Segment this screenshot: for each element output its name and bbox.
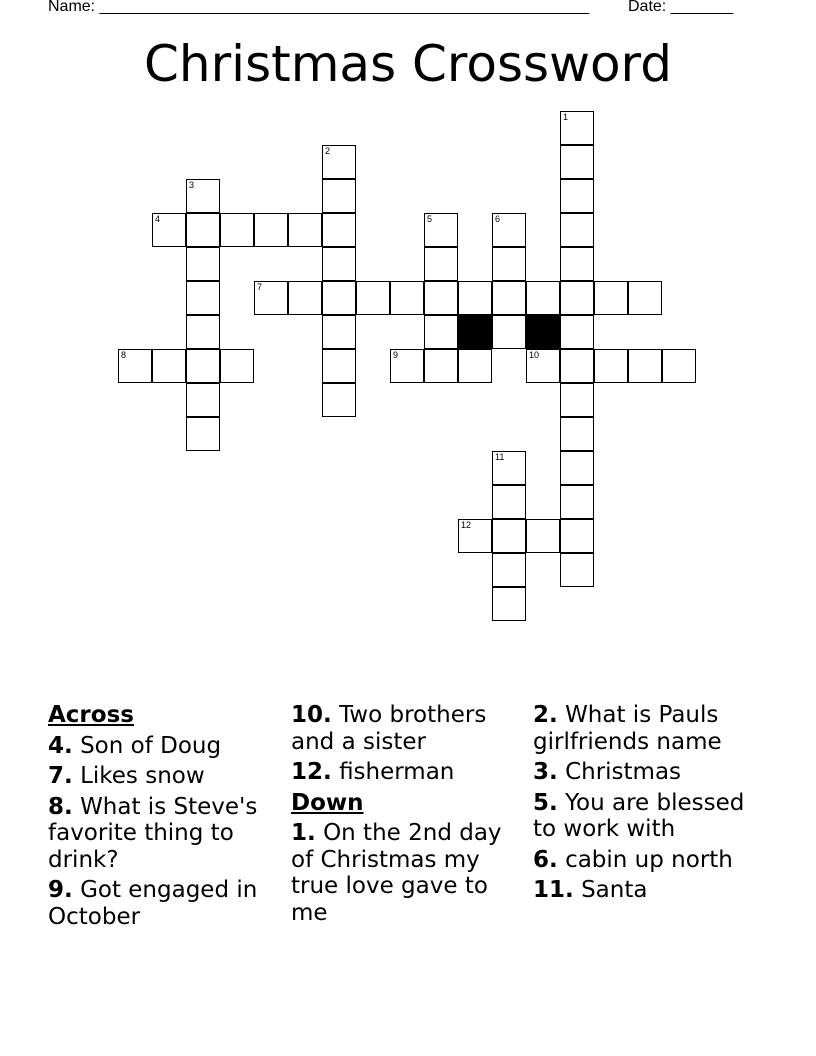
name-line: Name: _______________________________________________________ bbox=[48, 0, 589, 15]
grid-cell[interactable] bbox=[118, 349, 152, 383]
clue-across-4 bbox=[48, 733, 278, 760]
grid-cell[interactable] bbox=[458, 349, 492, 383]
clue-across-7 bbox=[48, 763, 278, 790]
grid-cell[interactable] bbox=[424, 349, 458, 383]
clue-column-2 bbox=[291, 702, 521, 930]
clue-number-label: 12 bbox=[461, 520, 472, 530]
grid-cell[interactable] bbox=[560, 315, 594, 349]
grid-cell[interactable] bbox=[424, 315, 458, 349]
grid-cell[interactable] bbox=[424, 213, 458, 247]
black-cell bbox=[526, 315, 560, 349]
clue-column-3 bbox=[533, 702, 763, 908]
clue-across-8 bbox=[48, 794, 278, 874]
clue-number-label: 3 bbox=[189, 180, 195, 190]
grid-cell[interactable] bbox=[526, 349, 560, 383]
grid-cell[interactable] bbox=[322, 247, 356, 281]
grid-cell[interactable] bbox=[322, 281, 356, 315]
clue-across-9 bbox=[48, 877, 278, 930]
across-heading: Across bbox=[48, 702, 134, 728]
grid-cell[interactable] bbox=[322, 179, 356, 213]
grid-cell[interactable] bbox=[254, 281, 288, 315]
grid-cell[interactable] bbox=[254, 213, 288, 247]
grid-cell[interactable] bbox=[492, 485, 526, 519]
clue-number: 9. bbox=[48, 877, 73, 903]
grid-cell[interactable] bbox=[288, 213, 322, 247]
grid-cell[interactable] bbox=[186, 213, 220, 247]
down-heading: Down bbox=[291, 789, 364, 816]
grid-cell[interactable] bbox=[186, 247, 220, 281]
clue-text: Two brothers and a sister bbox=[291, 702, 487, 755]
clue-text: Christmas bbox=[565, 759, 682, 785]
grid-cell[interactable] bbox=[526, 281, 560, 315]
clue-text: Got engaged in October bbox=[48, 877, 258, 930]
clue-column-1 bbox=[48, 702, 278, 934]
grid-cell[interactable] bbox=[662, 349, 696, 383]
clue-down-1 bbox=[291, 820, 521, 926]
black-cell bbox=[458, 315, 492, 349]
grid-cell[interactable] bbox=[560, 145, 594, 179]
clue-across-12 bbox=[291, 759, 521, 786]
grid-cell[interactable] bbox=[492, 451, 526, 485]
clue-text: Likes snow bbox=[80, 763, 205, 789]
grid-cell[interactable] bbox=[322, 315, 356, 349]
grid-cell[interactable] bbox=[492, 281, 526, 315]
clue-number-label: 5 bbox=[427, 214, 433, 224]
grid-cell[interactable] bbox=[560, 417, 594, 451]
clue-number: 2. bbox=[533, 702, 558, 728]
clue-text: cabin up north bbox=[565, 846, 733, 873]
clue-number: 7. bbox=[48, 763, 73, 789]
clue-number: 4. bbox=[48, 732, 73, 759]
grid-cell[interactable] bbox=[322, 349, 356, 383]
grid-cell[interactable] bbox=[288, 281, 322, 315]
grid-cell[interactable] bbox=[492, 213, 526, 247]
grid-cell[interactable] bbox=[458, 281, 492, 315]
grid-cell[interactable] bbox=[424, 281, 458, 315]
grid-cell[interactable] bbox=[560, 383, 594, 417]
clue-number: 11. bbox=[533, 877, 574, 903]
clue-number: 1. bbox=[291, 820, 316, 846]
grid-cell[interactable] bbox=[628, 281, 662, 315]
clue-number: 12. bbox=[291, 759, 332, 785]
clue-down-5 bbox=[533, 790, 763, 843]
grid-cell[interactable] bbox=[322, 213, 356, 247]
clue-number-label: 8 bbox=[121, 350, 127, 360]
clue-text: What is Pauls girlfriends name bbox=[533, 702, 722, 755]
clue-down-2 bbox=[533, 702, 763, 755]
clue-down-11 bbox=[533, 877, 763, 904]
grid-cell[interactable] bbox=[560, 111, 594, 145]
grid-cell[interactable] bbox=[458, 519, 492, 553]
clue-across-10 bbox=[291, 702, 521, 755]
grid-cell[interactable] bbox=[560, 281, 594, 315]
clue-text: Santa bbox=[581, 877, 648, 903]
clue-number-label: 9 bbox=[393, 350, 399, 360]
grid-cell[interactable] bbox=[594, 281, 628, 315]
grid-cell[interactable] bbox=[560, 519, 594, 553]
grid-cell[interactable] bbox=[152, 349, 186, 383]
clue-number-label: 2 bbox=[325, 146, 331, 156]
clue-number: 10. bbox=[291, 702, 332, 728]
grid-cell[interactable] bbox=[492, 519, 526, 553]
grid-cell[interactable] bbox=[186, 315, 220, 349]
grid-cell[interactable] bbox=[560, 451, 594, 485]
grid-cell[interactable] bbox=[390, 281, 424, 315]
grid-cell[interactable] bbox=[322, 383, 356, 417]
clue-down-3 bbox=[533, 759, 763, 786]
clue-number-label: 11 bbox=[495, 452, 505, 462]
clue-number-label: 7 bbox=[257, 282, 263, 292]
grid-cell[interactable] bbox=[186, 349, 220, 383]
clue-number-label: 4 bbox=[155, 214, 161, 224]
clue-text: Son of Doug bbox=[80, 732, 222, 759]
grid-cell[interactable] bbox=[560, 485, 594, 519]
clue-down-6 bbox=[533, 847, 763, 874]
page-title: Christmas Crossword bbox=[144, 35, 672, 93]
grid-cell[interactable] bbox=[560, 247, 594, 281]
date-line: Date: _______ bbox=[628, 0, 733, 15]
grid-cell[interactable] bbox=[526, 519, 560, 553]
grid-cell[interactable] bbox=[594, 349, 628, 383]
grid-cell[interactable] bbox=[492, 315, 526, 349]
grid-cell[interactable] bbox=[560, 179, 594, 213]
grid-cell[interactable] bbox=[322, 145, 356, 179]
clue-text: You are blessed to work with bbox=[533, 789, 745, 842]
clue-text: On the 2nd day of Christmas my true love gave to me bbox=[291, 820, 502, 926]
grid-cell[interactable] bbox=[628, 349, 662, 383]
grid-cell[interactable] bbox=[492, 553, 526, 587]
grid-cell[interactable] bbox=[186, 383, 220, 417]
grid-cell[interactable] bbox=[186, 179, 220, 213]
grid-cell[interactable] bbox=[390, 349, 424, 383]
grid-cell[interactable] bbox=[186, 417, 220, 451]
grid-cell[interactable] bbox=[492, 247, 526, 281]
clue-text: What is Steve's favorite thing to drink? bbox=[48, 793, 258, 873]
grid-cell[interactable] bbox=[560, 553, 594, 587]
grid-cell[interactable] bbox=[220, 213, 254, 247]
grid-cell[interactable] bbox=[356, 281, 390, 315]
clue-number: 6. bbox=[533, 846, 558, 873]
grid-cell[interactable] bbox=[220, 349, 254, 383]
grid-cell[interactable] bbox=[424, 247, 458, 281]
grid-cell[interactable] bbox=[492, 587, 526, 621]
clue-number-label: 6 bbox=[495, 214, 501, 224]
clue-number: 5. bbox=[533, 789, 558, 816]
clue-number-label: 10 bbox=[529, 350, 540, 360]
clue-number: 8. bbox=[48, 793, 73, 820]
grid-cell[interactable] bbox=[186, 281, 220, 315]
clue-number-label: 1 bbox=[563, 112, 569, 122]
clue-number: 3. bbox=[533, 759, 558, 785]
grid-cell[interactable] bbox=[152, 213, 186, 247]
clue-text: fisherman bbox=[339, 759, 455, 785]
grid-cell[interactable] bbox=[560, 349, 594, 383]
grid-cell[interactable] bbox=[560, 213, 594, 247]
